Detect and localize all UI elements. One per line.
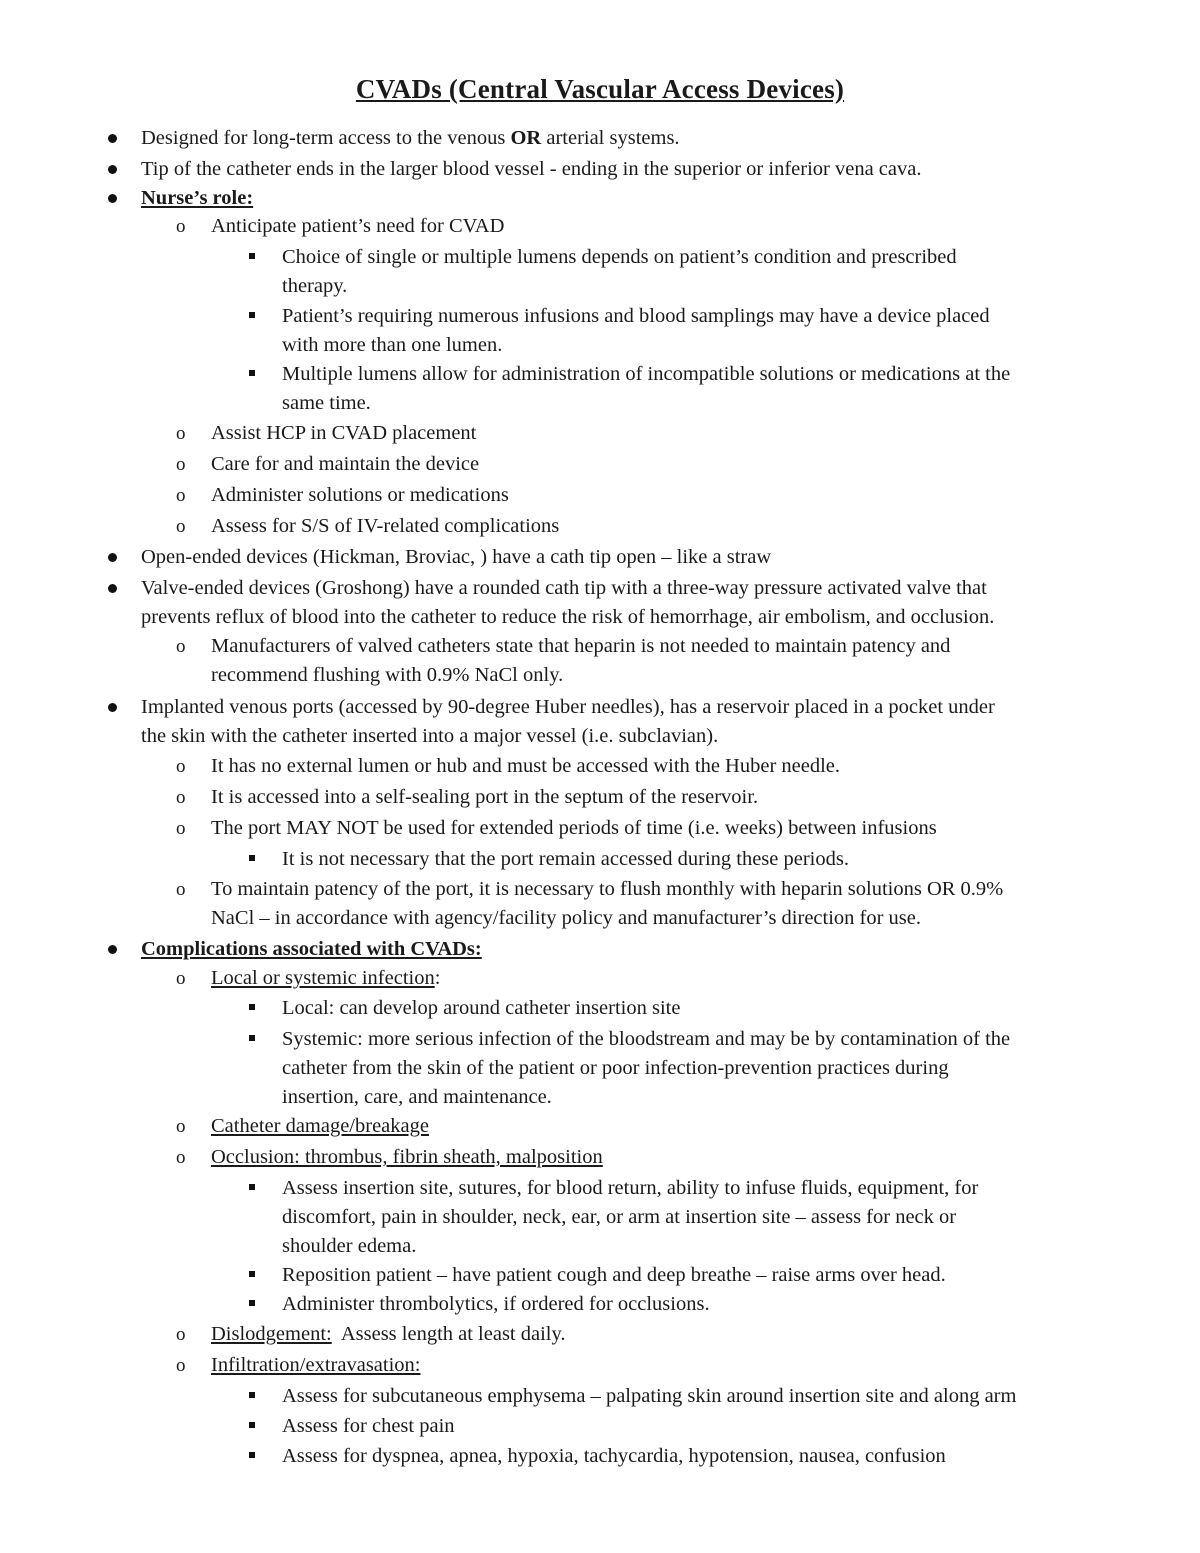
list-item-continuation: NaCl – in accordance with agency/facility policy and manufacturer’s direction for use. — [211, 907, 922, 929]
square-bullet — [249, 1184, 255, 1190]
list-item: Valve-ended devices (Groshong) have a rounded cath tip with a three-way pressure activated valve that — [141, 577, 987, 599]
circle-bullet: o — [176, 485, 186, 506]
square-bullet — [249, 370, 255, 376]
list-item-continuation: with more than one lumen. — [282, 334, 503, 356]
list-item: Systemic: more serious infection of the bloodstream and may be by contamination of the — [282, 1028, 1011, 1050]
bullet-dot — [108, 553, 117, 562]
square-bullet — [249, 1300, 255, 1306]
circle-bullet: o — [176, 1147, 186, 1168]
list-item: Multiple lumens allow for administration of incompatible solutions or medications at the — [282, 363, 1011, 385]
circle-bullet: o — [176, 423, 186, 444]
list-item-continuation: recommend flushing with 0.9% NaCl only. — [211, 664, 564, 686]
underlined-text-run: Local or systemic infection — [211, 967, 435, 989]
square-bullet — [249, 312, 255, 318]
list-item: Care for and maintain the device — [211, 453, 480, 475]
circle-bullet: o — [176, 516, 186, 537]
section-heading: Nurse’s role: — [141, 187, 254, 209]
square-bullet — [249, 1004, 255, 1010]
circle-bullet: o — [176, 818, 186, 839]
list-item — [211, 1320, 566, 1349]
circle-bullet: o — [176, 787, 186, 808]
section-heading: Complications associated with CVADs: — [141, 938, 482, 960]
list-item: Administer solutions or medications — [211, 484, 509, 506]
list-item: Assist HCP in CVAD placement — [211, 422, 477, 444]
circle-bullet: o — [176, 454, 186, 475]
circle-bullet: o — [176, 756, 186, 777]
page-title: CVADs (Central Vascular Access Devices) — [355, 74, 845, 104]
square-bullet — [249, 1452, 255, 1458]
list-item: Occlusion: thrombus, fibrin sheath, malposition — [211, 1146, 603, 1168]
list-item: Assess insertion site, sutures, for blood return, ability to infuse fluids, equipment, for — [282, 1177, 979, 1199]
square-bullet — [249, 253, 255, 259]
list-item — [211, 964, 440, 993]
list-item: Tip of the catheter ends in the larger blood vessel - ending in the superior or inferior vena cava. — [141, 158, 922, 180]
circle-bullet: o — [176, 1116, 186, 1137]
bullet-dot — [108, 703, 117, 712]
circle-bullet: o — [176, 1355, 186, 1376]
list-item: Open-ended devices (Hickman, Broviac, ) have a cath tip open – like a straw — [141, 546, 772, 568]
list-item-continuation: shoulder edema. — [282, 1235, 417, 1257]
list-item: Catheter damage/breakage — [211, 1115, 429, 1137]
list-item: Manufacturers of valved catheters state that heparin is not needed to maintain patency and — [211, 635, 951, 657]
list-item: Reposition patient – have patient cough and deep breathe – raise arms over head. — [282, 1264, 946, 1286]
list-item: Assess for subcutaneous emphysema – palpating skin around insertion site and along arm — [282, 1385, 1017, 1407]
list-item: Assess for dyspnea, apnea, hypoxia, tachycardia, hypotension, nausea, confusion — [282, 1445, 946, 1467]
list-item-continuation: same time. — [282, 392, 371, 414]
bullet-dot — [108, 165, 117, 174]
circle-bullet: o — [176, 968, 186, 989]
list-item: Assess for chest pain — [282, 1415, 455, 1437]
list-item: The port MAY NOT be used for extended periods of time (i.e. weeks) between infusions — [211, 817, 937, 839]
list-item: Implanted venous ports (accessed by 90-degree Huber needles), has a reservoir placed in a pocket under — [141, 696, 995, 718]
bold-text-run: OR — [510, 127, 542, 149]
text-run: arterial systems. — [541, 127, 680, 149]
list-item-continuation: the skin with the catheter inserted into a major vessel (i.e. subclavian). — [141, 725, 719, 747]
circle-bullet: o — [176, 1324, 186, 1345]
square-bullet — [249, 1422, 255, 1428]
list-item-continuation: therapy. — [282, 275, 348, 297]
circle-bullet: o — [176, 879, 186, 900]
square-bullet — [249, 1392, 255, 1398]
list-item: Local: can develop around catheter insertion site — [282, 997, 681, 1019]
bullet-dot — [108, 194, 117, 203]
underlined-text-run: Dislodgement: — [211, 1323, 332, 1345]
list-item-continuation: insertion, care, and maintenance. — [282, 1086, 552, 1108]
list-item: It is accessed into a self-sealing port in the septum of the reservoir. — [211, 786, 759, 808]
list-item: Administer thrombolytics, if ordered for occlusions. — [282, 1293, 710, 1315]
text-run: : — [434, 967, 441, 989]
list-item: It is not necessary that the port remain accessed during these periods. — [282, 848, 849, 870]
bullet-dot — [108, 134, 117, 143]
list-item: To maintain patency of the port, it is necessary to flush monthly with heparin solutions OR 0.9% — [211, 878, 1004, 900]
list-item: Assess for S/S of IV-related complications — [211, 515, 560, 537]
square-bullet — [249, 1035, 255, 1041]
square-bullet — [249, 855, 255, 861]
list-item — [141, 124, 680, 153]
list-item: Patient’s requiring numerous infusions and blood samplings may have a device placed — [282, 305, 990, 327]
circle-bullet: o — [176, 216, 186, 237]
list-item-continuation: catheter from the skin of the patient or poor infection-prevention practices during — [282, 1057, 949, 1079]
bullet-dot — [108, 584, 117, 593]
bullet-dot — [108, 945, 117, 954]
list-item: Anticipate patient’s need for CVAD — [211, 215, 505, 237]
list-item-continuation: prevents reflux of blood into the catheter to reduce the risk of hemorrhage, air embolism, and occlusion. — [141, 606, 995, 628]
circle-bullet: o — [176, 636, 186, 657]
list-item: Infiltration/extravasation: — [211, 1354, 421, 1376]
list-item: It has no external lumen or hub and must be accessed with the Huber needle. — [211, 755, 841, 777]
list-item-continuation: discomfort, pain in shoulder, neck, ear, or arm at insertion site – assess for neck or — [282, 1206, 957, 1228]
text-run: Assess length at least daily. — [331, 1323, 566, 1345]
square-bullet — [249, 1271, 255, 1277]
text-run: Designed for long-term access to the venous — [141, 127, 511, 149]
list-item: Choice of single or multiple lumens depends on patient’s condition and prescribed — [282, 246, 957, 268]
